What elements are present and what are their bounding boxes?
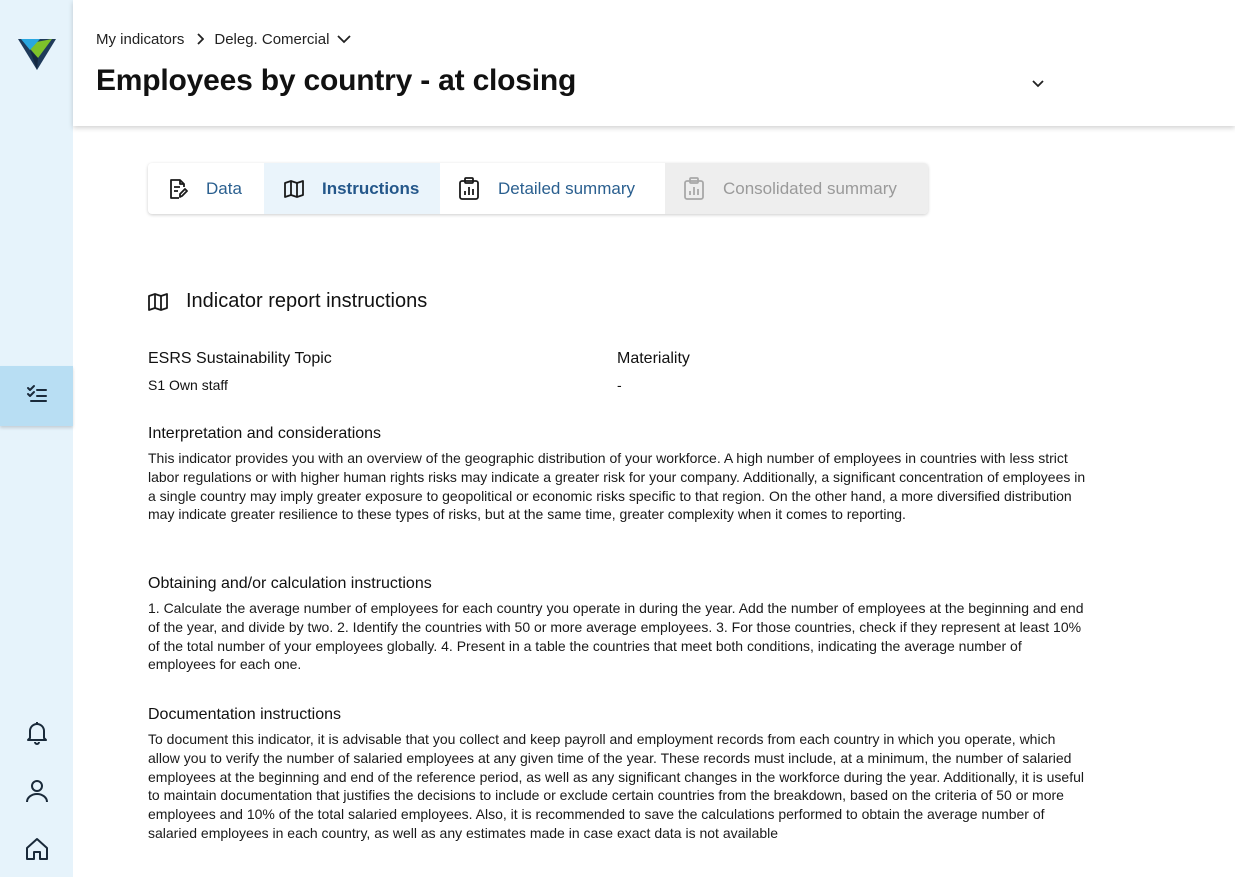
calculation-title: Obtaining and/or calculation instructions	[148, 575, 432, 592]
chevron-down-icon	[1031, 76, 1045, 93]
breadcrumb-current[interactable]: Deleg. Comercial	[214, 30, 330, 48]
map-icon	[148, 293, 168, 311]
app-logo[interactable]	[18, 36, 56, 72]
documentation-text: To document this indicator, it is advisable that you collect and keep payroll and employment records from each country in which you operate, which allow you to verify the number of salaried employees at any given time of the year. These records must include, at a minimum, the number of salaried employees at the beginning and end of the reference period, as well as any significant changes in the workforce during the year. Additionally, it is useful to maintain documentation that justifies the decisions to include or exclude certain countries from the breakdown, based on the criteria of 50 or more employees and 10% of the total salaried employees. Also, it is recommended to save the calculations performed to obtain the average number of salaried employees in each country, as well as any estimates made in case exact data is not available	[148, 731, 1084, 841]
documentation-section	[148, 706, 1088, 843]
checklist-icon	[26, 384, 48, 409]
section-heading	[148, 290, 427, 313]
nav-indicators-button[interactable]	[0, 366, 73, 426]
clipboard-chart-icon	[458, 177, 480, 201]
tab-instructions-label: Instructions	[322, 178, 420, 198]
tab-data-label: Data	[206, 178, 242, 198]
tab-instructions[interactable]	[264, 163, 440, 214]
expand-header-button[interactable]	[1031, 76, 1047, 92]
tab-bar	[148, 163, 928, 214]
materiality-label: Materiality	[617, 350, 690, 367]
materiality-value: -	[617, 377, 622, 393]
calculation-text: 1. Calculate the average number of employees for each country you operate in during the year. Add the number of employees at the beginning and end of the year, and divide by two. 2. Identify the countries with 50 or more average employees. 3. For those countries, check if they represent at least 10% of the total number of your employees globally. 4. Present in a table the countries that meet both conditions, indicating the average number of employees for each one.	[148, 600, 1084, 673]
map-icon	[284, 180, 304, 198]
tab-consolidated-summary	[665, 163, 928, 214]
interpretation-title: Interpretation and considerations	[148, 425, 382, 442]
tab-consolidated-summary-label: Consolidated summary	[723, 178, 897, 198]
page-title: Employees by country - at closing	[96, 64, 577, 97]
notifications-button[interactable]	[0, 715, 73, 755]
topic-label: ESRS Sustainability Topic	[148, 350, 332, 367]
home-button[interactable]	[0, 831, 73, 871]
tab-detailed-summary[interactable]	[440, 163, 665, 214]
topic-value: S1 Own staff	[148, 377, 228, 393]
documentation-title: Documentation instructions	[148, 706, 341, 723]
home-icon	[25, 837, 49, 866]
clipboard-chart-icon	[683, 177, 705, 201]
interpretation-text: This indicator provides you with an overview of the geographic distribution of your workforce. A high number of employees in countries with less strict labor regulations or with higher human rights risks may indicate a greater risk for your company. Additionally, a significant concentration of employees in a single country may imply greater exposure to geopolitical or economic risks specific to that region. On the other hand, a more diversified distribution may indicate greater resilience to these types of risks, but at the same time, greater complexity when it comes to reporting.	[148, 450, 1086, 523]
chevron-right-icon	[196, 33, 204, 45]
user-icon	[25, 778, 49, 809]
page-header	[73, 0, 1235, 126]
tab-detailed-summary-label: Detailed summary	[498, 178, 635, 198]
breadcrumb-root-link[interactable]: My indicators	[96, 30, 185, 48]
profile-button[interactable]	[0, 773, 73, 813]
calculation-section	[148, 575, 1088, 674]
chevron-down-icon[interactable]	[337, 35, 351, 44]
interpretation-section	[148, 425, 1088, 524]
edit-document-icon	[168, 178, 188, 200]
breadcrumb	[96, 30, 351, 48]
section-heading-text: Indicator report instructions	[186, 290, 428, 312]
bell-icon	[25, 720, 49, 751]
sidebar	[0, 0, 73, 877]
tab-data[interactable]	[148, 163, 264, 214]
